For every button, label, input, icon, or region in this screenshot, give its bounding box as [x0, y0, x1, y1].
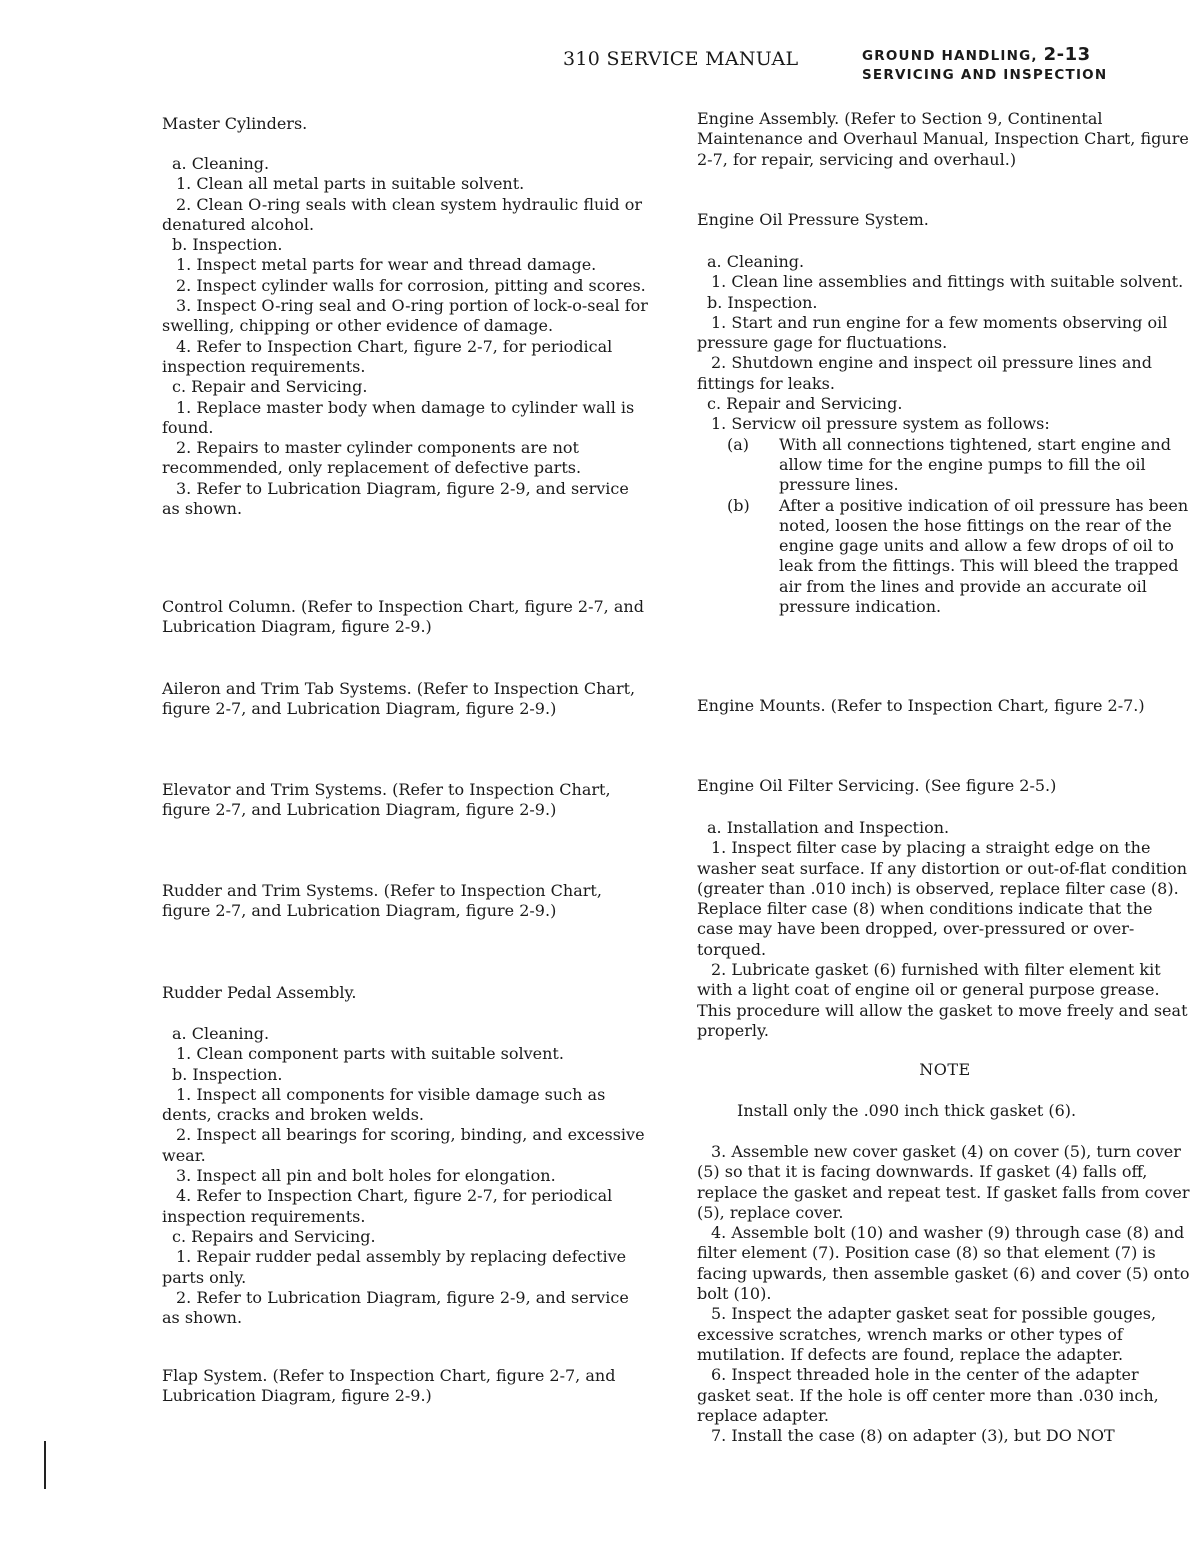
master-cylinders-section [162, 114, 650, 134]
rudder-trim-section [162, 881, 650, 922]
list-item: 1. Inspect metal parts for wear and thread damage. [176, 255, 597, 275]
list-item: 1. Start and run engine for a few moments observing oil pressure gage for fluctuations. [697, 312, 1168, 353]
list-item: c. Repair and Servicing. [707, 394, 903, 414]
step-label: (b) [727, 495, 750, 515]
step-text: With all connections tightened, start engine and allow time for the engine pumps to fill the oil pressure lines. [779, 434, 1171, 495]
step-text: After a positive indication of oil pressure has been noted, loosen the hose fittings on the rear of the engine gage units and allow a few drops of oil to leak from the fittings. This will bleed the trapped air from the lines and provide an accurate oil pressure indication. [779, 495, 1189, 617]
paragraph: Engine Assembly. (Refer to Section 9, Continental Maintenance and Overhaul Manual, Inspection Chart, figure 2-7, for repair, servicing and overhaul.) [697, 109, 1189, 169]
master-cylinders-body [162, 154, 650, 519]
list-item: 7. Install the case (8) on adapter (3), but DO NOT [711, 1426, 1115, 1446]
list-item: a. Cleaning. [707, 252, 805, 271]
paragraph: Elevator and Trim Systems. (Refer to Inspection Chart, figure 2-7, and Lubrication Diagram, figure 2-9.) [162, 780, 611, 820]
oil-filter-body-continued [697, 1142, 1193, 1446]
list-item: 5. Inspect the adapter gasket seat for possible gouges, excessive scratches, wrench marks or other types of mutilation. If defects are found, replace the adapter. [697, 1304, 1157, 1364]
list-item: 2. Inspect cylinder walls for corrosion, pitting and scores. [176, 275, 646, 295]
list-item: 2. Inspect all bearings for scoring, binding, and excessive wear. [162, 1125, 645, 1165]
engine-mounts-section [697, 696, 1193, 716]
list-item: 1. Inspect all components for visible damage such as dents, cracks and broken welds. [162, 1084, 606, 1125]
oil-filter-body [697, 818, 1193, 1041]
list-item: a. Cleaning. [172, 154, 270, 173]
list-item: 4. Refer to Inspection Chart, figure 2-7, for periodical inspection requirements. [162, 1186, 613, 1226]
list-item: 2. Repairs to master cylinder components are not recommended, only replacement of defective parts. [162, 438, 582, 478]
list-item: 6. Inspect threaded hole in the center of the adapter gasket seat. If the hole is off center more than .030 inch, replace adapter. [697, 1365, 1159, 1425]
paragraph: Engine Mounts. (Refer to Inspection Chart, figure 2-7.) [697, 696, 1145, 715]
rudder-pedal-section [162, 983, 650, 1003]
list-item: c. Repair and Servicing. [172, 377, 368, 397]
list-item: b. Inspection. [172, 235, 283, 255]
list-item: 1. Clean line assemblies and fittings with suitable solvent. [711, 272, 1184, 292]
list-item [697, 435, 1193, 496]
list-item: 1. Repair rudder pedal assembly by replacing defective parts only. [162, 1247, 627, 1287]
oil-filter-section [697, 776, 1193, 796]
rudder-pedal-body [162, 1024, 650, 1328]
list-item: 2. Refer to Lubrication Diagram, figure 2-9, and service as shown. [162, 1287, 629, 1328]
section-title: GROUND HANDLING, [862, 48, 1038, 64]
list-item: 1. Clean component parts with suitable solvent. [176, 1044, 564, 1064]
list-item: 1. Clean all metal parts in suitable solvent. [176, 174, 525, 194]
list-item: 2. Clean O-ring seals with clean system hydraulic fluid or denatured alcohol. [162, 194, 643, 234]
oil-pressure-body [697, 252, 1193, 617]
list-item: 4. Assemble bolt (10) and washer (9) through case (8) and filter element (7). Position case (8) so that element (7) is facing upwards, then assemble gasket (6) and cover (5) onto bolt (10). [697, 1223, 1190, 1304]
paragraph: Flap System. (Refer to Inspection Chart, figure 2-7, and Lubrication Diagram, figure 2-9.) [162, 1366, 616, 1406]
flap-section [162, 1366, 650, 1407]
page-number: 2-13 [1043, 44, 1091, 65]
list-item: c. Repairs and Servicing. [172, 1226, 376, 1246]
list-item: a. Installation and Inspection. [707, 818, 950, 837]
list-item [697, 496, 1193, 618]
list-item: b. Inspection. [172, 1064, 283, 1084]
note-block [697, 1060, 1193, 1080]
list-item: 1. Replace master body when damage to cylinder wall is found. [162, 397, 635, 437]
subsection-title: SERVICING AND INSPECTION [862, 67, 1108, 83]
list-item: 2. Lubricate gasket (6) furnished with filter element kit with a light coat of engine oil or general purpose grease. This procedure will allow the gasket to move freely and seat properly. [697, 960, 1188, 1040]
paragraph: Aileron and Trim Tab Systems. (Refer to Inspection Chart, figure 2-7, and Lubrication Diagram, figure 2-9.) [162, 679, 636, 719]
margin-mark [44, 1441, 46, 1489]
list-item: 1. Inspect filter case by placing a straight edge on the washer seat surface. If any distortion or out-of-flat condition (greater than .010 inch) is observed, replace filter case (8). Replace filter case (8) when conditions indicate that the case may have been dropped, over-pressured or over-torqued. [697, 838, 1188, 959]
manual-title: 310 SERVICE MANUAL [563, 48, 799, 70]
paragraph: Rudder and Trim Systems. (Refer to Inspection Chart, figure 2-7, and Lubrication Diagram, figure 2-9.) [162, 881, 602, 921]
section-header [862, 44, 1182, 83]
aileron-section [162, 679, 650, 720]
section-heading: Engine Oil Pressure System. [697, 210, 929, 229]
list-item: 3. Inspect O-ring seal and O-ring portion of lock-o-seal for swelling, chipping or other evidence of damage. [162, 296, 648, 336]
note-text: Install only the .090 inch thick gasket (6). [737, 1101, 1077, 1120]
engine-assembly-section [697, 109, 1193, 170]
list-item: a. Cleaning. [172, 1024, 270, 1043]
list-item: b. Inspection. [707, 292, 818, 312]
note-text-block [697, 1101, 1193, 1121]
section-heading: Master Cylinders. [162, 114, 308, 133]
list-item: 1. Servicw oil pressure system as follows: [711, 414, 1050, 434]
list-item: 2. Shutdown engine and inspect oil pressure lines and fittings for leaks. [697, 353, 1152, 393]
elevator-section [162, 780, 650, 821]
control-column-section [162, 597, 650, 638]
list-item: 3. Inspect all pin and bolt holes for elongation. [176, 1166, 556, 1186]
step-label: (a) [727, 434, 750, 454]
section-heading: Engine Oil Filter Servicing. (See figure 2-5.) [697, 776, 1057, 795]
list-item: 4. Refer to Inspection Chart, figure 2-7, for periodical inspection requirements. [162, 336, 613, 376]
section-heading: Rudder Pedal Assembly. [162, 983, 357, 1002]
note-title: NOTE [919, 1060, 971, 1079]
oil-pressure-section [697, 210, 1193, 230]
list-item: 3. Assemble new cover gasket (4) on cover (5), turn cover (5) so that it is facing downwards. If gasket (4) falls off, replace the gasket and repeat test. If gasket falls from cover (5), replace cover. [697, 1142, 1190, 1222]
paragraph: Control Column. (Refer to Inspection Chart, figure 2-7, and Lubrication Diagram, figure 2-9.) [162, 597, 644, 637]
list-item: 3. Refer to Lubrication Diagram, figure 2-9, and service as shown. [162, 478, 629, 519]
